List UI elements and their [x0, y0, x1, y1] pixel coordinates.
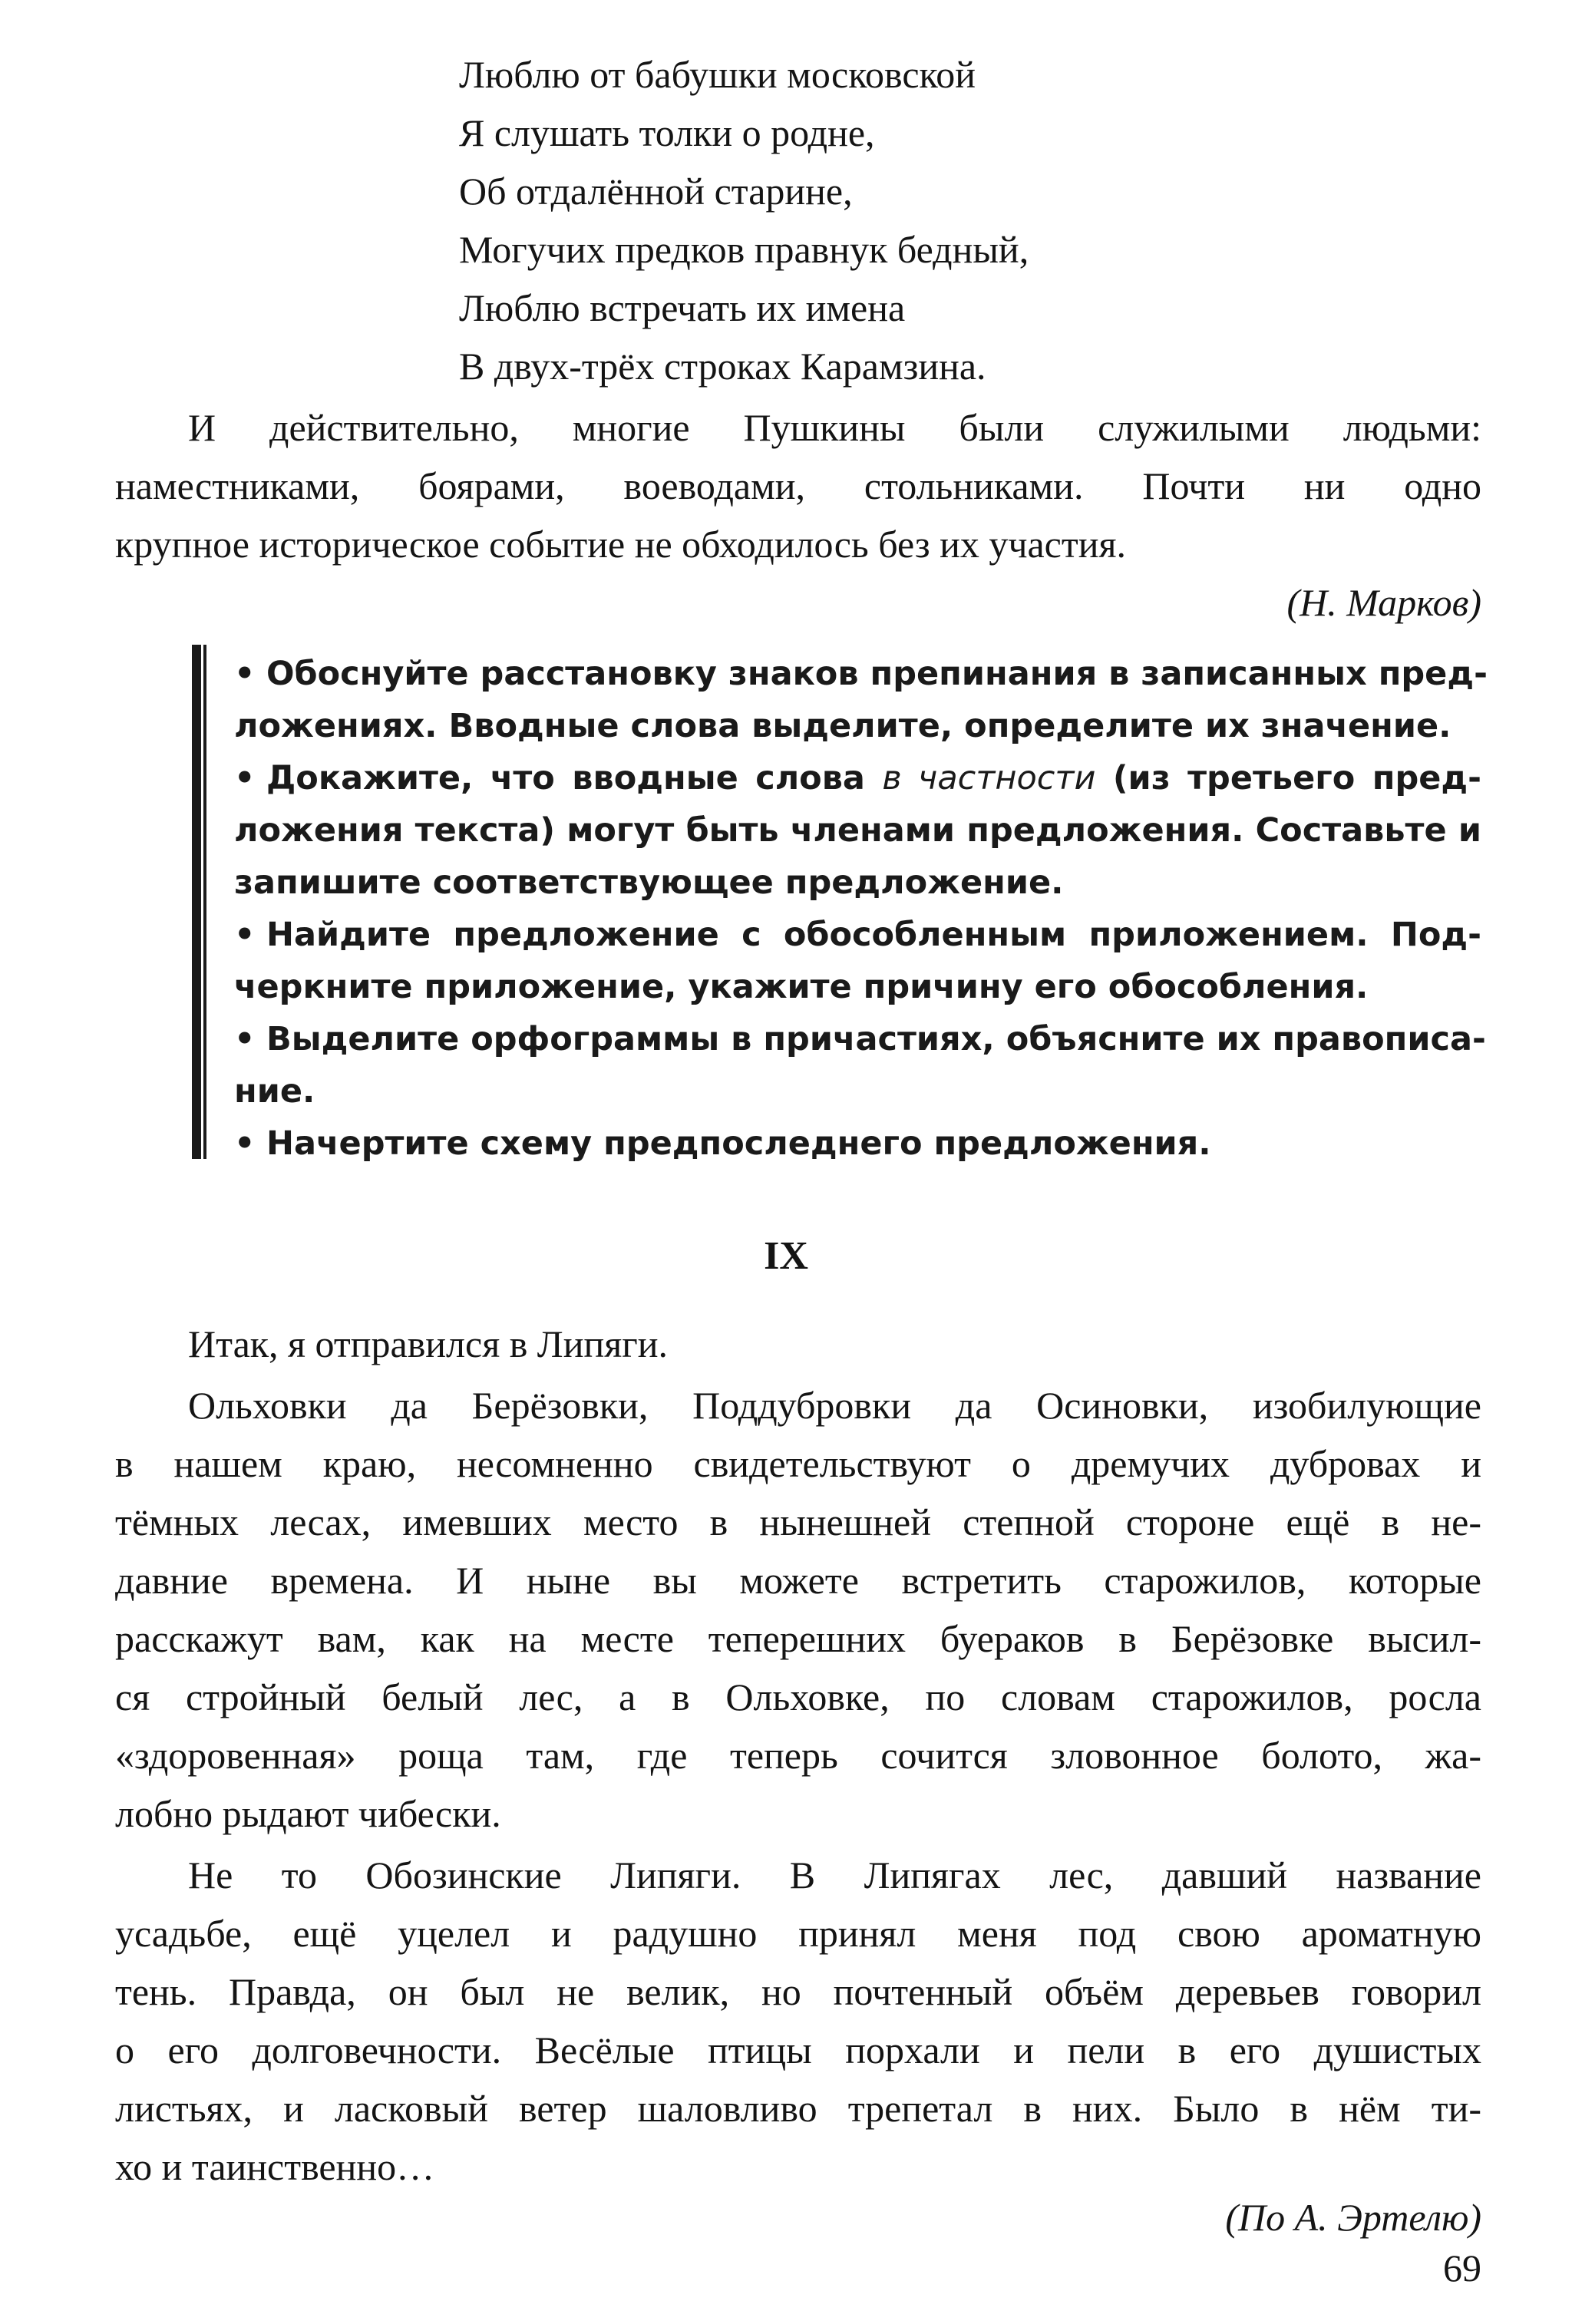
text-line: наместниками, боярами, воеводами, стольниками. Почти ни одно — [115, 464, 1481, 507]
text-line: крупное историческое событие не обходилось без их участия. — [115, 523, 1126, 566]
poem-line: В двух-трёх строках Карамзина. — [459, 345, 986, 388]
poem-line: Об отдалённой старине, — [459, 170, 853, 213]
tasks-margin-bar — [192, 645, 203, 1159]
poem-line: Могучих предков правнук бедный, — [459, 228, 1029, 271]
poem-line: Я слушать толки о родне, — [459, 111, 875, 154]
text-line: в нашем краю, несомненно свидетельствуют о дремучих дубровах и — [115, 1442, 1481, 1485]
bullet-icon: • — [234, 1020, 256, 1058]
attribution: (По А. Эртелю) — [1225, 2196, 1481, 2239]
text-line: «здоровенная» роща там, где теперь сочится зловонное болото, жа- — [115, 1734, 1481, 1777]
text-line: Не то Обозинские Липяги. В Липягах лес, давший название — [188, 1854, 1481, 1897]
task-line: • Обоснуйте расстановку знаков препинания в записанных пред- — [234, 649, 1481, 699]
task-line: ние. — [234, 1072, 315, 1111]
task-line: • Найдите предложение с обособленным приложением. Под- — [234, 910, 1481, 960]
section-heading: IX — [764, 1234, 808, 1278]
bullet-icon: • — [234, 759, 256, 797]
bullet-icon: • — [234, 1124, 256, 1163]
text-line: листьях, и ласковый ветер шаловливо трепетал в них. Было в нём ти- — [115, 2087, 1481, 2130]
text-line: Ольховки да Берёзовки, Поддубровки да Осиновки, изобилующие — [188, 1384, 1481, 1427]
text-line: расскажут вам, как на месте теперешних буераков в Берёзовке высил- — [115, 1617, 1481, 1660]
task-line: ложениях. Вводные слова выделите, определите их значение. — [234, 707, 1451, 745]
page-number: 69 — [1443, 2246, 1481, 2289]
task-line: • Начертите схему предпоследнего предложения. — [234, 1119, 1481, 1169]
task-line: запишите соответствующее предложение. — [234, 863, 1064, 902]
italic-phrase: в частности — [882, 759, 1096, 797]
bullet-icon: • — [234, 916, 256, 954]
text-line: И действительно, многие Пушкины были служилыми людьми: — [188, 406, 1481, 449]
text-line: хо и таинственно… — [115, 2145, 435, 2188]
attribution: (Н. Марков) — [1286, 581, 1481, 624]
text-line: тень. Правда, он был не велик, но почтенный объём деревьев говорил — [115, 1970, 1481, 2013]
text-line: Итак, я отправился в Липяги. — [188, 1322, 668, 1365]
poem-line: Люблю встречать их имена — [459, 286, 906, 329]
task-line: • Докажите, что вводные слова в частности (из третьего пред- — [234, 754, 1481, 804]
text-line: тёмных лесах, имевших место в нынешней степной стороне ещё в не- — [115, 1500, 1481, 1543]
text-line: ся стройный белый лес, а в Ольховке, по словам старожилов, росла — [115, 1675, 1481, 1718]
text-line: лобно рыдают чибески. — [115, 1792, 501, 1835]
poem-line: Люблю от бабушки московской — [459, 53, 976, 96]
task-line: ложения текста) могут быть членами предложения. Составьте и — [234, 811, 1481, 850]
text-line: о его долговечности. Весёлые птицы порхали и пели в его душистых — [115, 2029, 1481, 2071]
bullet-icon: • — [234, 655, 256, 693]
task-line: черкните приложение, укажите причину его обособления. — [234, 968, 1369, 1006]
text-line: давние времена. И ныне вы можете встретить старожилов, которые — [115, 1559, 1481, 1602]
text-line: усадьбе, ещё уцелел и радушно принял меня под свою ароматную — [115, 1912, 1481, 1955]
task-line: • Выделите орфограммы в причастиях, объясните их правописа- — [234, 1015, 1481, 1065]
